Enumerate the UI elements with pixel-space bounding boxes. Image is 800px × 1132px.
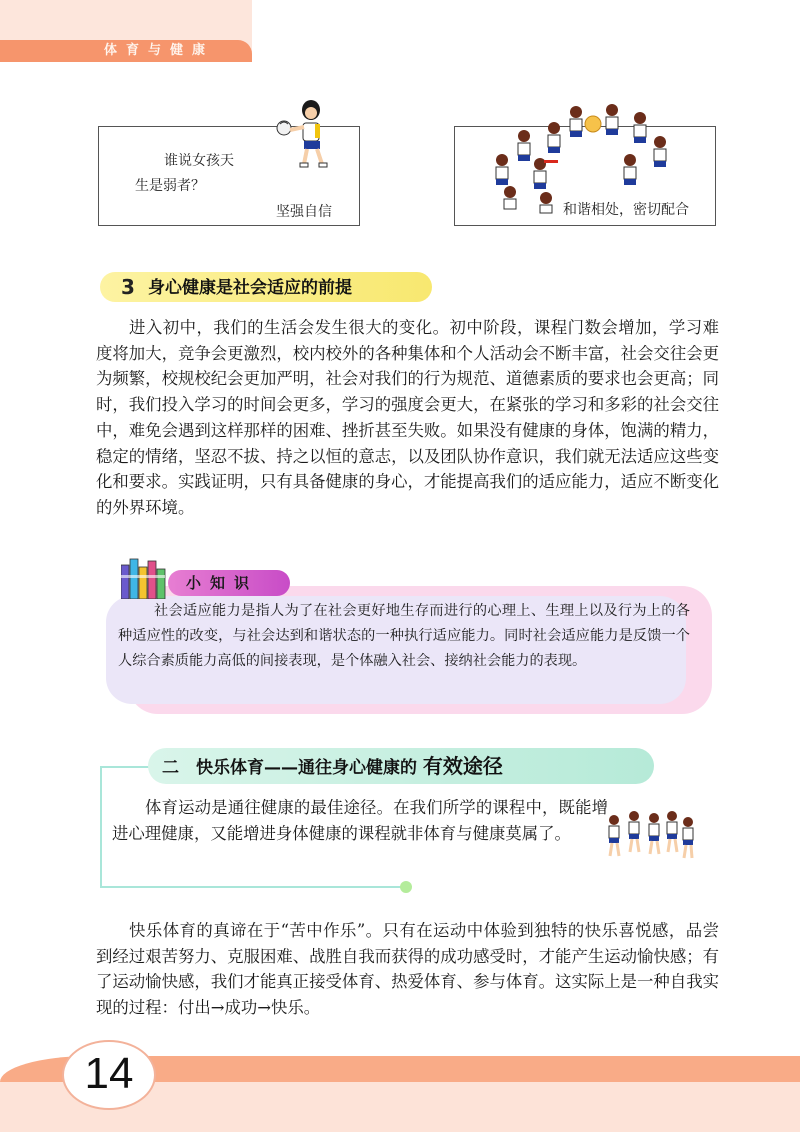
knowledge-text: 社会适应能力是指人为了在社会更好地生存而进行的心理上、生理上以及行为上的各种适应性的改变，与社会达到和谐状态的一种执行适应能力。同时社会适应能力是反馈一个人综合素质能力高低的间接表现，是个体融入社会、接纳社会能力的表现。: [118, 603, 690, 669]
header-title: 体育与健康: [104, 43, 215, 58]
frame-bottom-line: [100, 886, 406, 888]
knowledge-label: 小知识: [186, 574, 259, 592]
caption-harmony: 和谐相处，密切配合: [563, 202, 689, 218]
section2-title: [162, 752, 503, 782]
speech-line-2: 生是弱者？: [135, 178, 205, 194]
page-number: 14: [84, 1049, 134, 1098]
section2-title-tail: 有效途径: [422, 754, 503, 778]
caption-confidence: 坚强自信: [276, 204, 332, 220]
section3-number: 3: [121, 275, 135, 299]
group-kids-figure: [480, 98, 680, 218]
final-paragraph: 快乐体育的真谛在于“苦中作乐”。只有在运动中体验到独特的快乐喜悦感，品尝到经过艰苦努力、克服困难、战胜自我而获得的成功感受时，才能产生运动愉快感；有了运动愉快感，我们才能真正接受体育、热爱体育、参与体育。这实际上是一种自我实现的过程：付出→成功→快乐。: [96, 921, 719, 1018]
section3-title: 身心健康是社会适应的前提: [148, 278, 352, 298]
books-icon: [121, 555, 173, 599]
kids-line-figure: [604, 806, 696, 864]
frame-top-line: [100, 766, 150, 768]
section3-paragraph: 进入初中，我们的生活会发生很大的变化。初中阶段，课程门数会增加，学习难度将加大，竞争会更激烈，校内校外的各种集体和个人活动会不断丰富，社会交往会更为频繁，校规校纪会更加严明，社会对我们的行为规范、道德素质的要求也会更高；同时，我们投入学习的时间会更多，学习的强度会更大，在紧张的学习和多彩的社会交往中，难免会遇到这样那样的困难、挫折甚至失败。如果没有健康的身体，饱满的精力，稳定的情绪，坚忍不拔、持之以恒的意志，以及团队协作意识，我们就无法适应这些变化和要求。实践证明，只有具备健康的身心，才能提高我们的适应能力，适应不断变化的外界环境。: [96, 318, 719, 517]
speech-line-1: 谁说女孩天: [164, 153, 234, 169]
section2-title-main: 二 快乐体育——通往身心健康的: [162, 758, 417, 778]
section2-paragraph: 体育运动是通往健康的最佳途径。在我们所学的课程中，既能增进心理健康，又能增进身体健康的课程就非体育与健康莫属了。: [112, 798, 608, 843]
volleyball-girl-figure: [266, 96, 336, 172]
frame-left-line: [100, 766, 102, 888]
frame-dot: [400, 881, 412, 893]
